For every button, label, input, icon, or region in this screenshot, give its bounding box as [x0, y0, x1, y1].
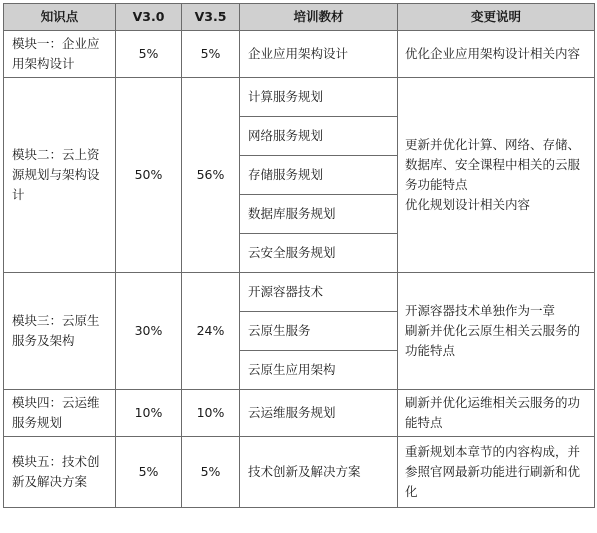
- v30-cell: 10%: [116, 390, 182, 437]
- v30-cell: 5%: [116, 437, 182, 508]
- note-line: 更新并优化计算、网络、存储、数据库、安全课程中相关的云服务功能特点: [405, 137, 581, 192]
- note-line: 开源容器技术单独作为一章: [405, 303, 556, 318]
- material-cell: 开源容器技术: [240, 273, 398, 312]
- material-cell: 数据库服务规划: [240, 195, 398, 234]
- note-cell: [398, 390, 595, 437]
- note-cell: [398, 273, 595, 390]
- material-cell: 网络服务规划: [240, 117, 398, 156]
- module-cell: 模块一：企业应用架构设计: [4, 31, 116, 78]
- material-cell: 存储服务规划: [240, 156, 398, 195]
- material-cell: 计算服务规划: [240, 78, 398, 117]
- module-cell: 模块五：技术创新及解决方案: [4, 437, 116, 508]
- version-change-table: [3, 3, 595, 508]
- v35-cell: 5%: [182, 437, 240, 508]
- table-row: [4, 31, 595, 78]
- header-v35: V3.5: [182, 4, 240, 31]
- header-knowledge-point: 知识点: [4, 4, 116, 31]
- header-v30: V3.0: [116, 4, 182, 31]
- v35-cell: 10%: [182, 390, 240, 437]
- material-cell: 企业应用架构设计: [240, 31, 398, 78]
- note-line: 优化规划设计相关内容: [405, 197, 531, 212]
- note-line: 优化企业应用架构设计相关内容: [405, 46, 581, 61]
- module-cell: 模块三：云原生服务及架构: [4, 273, 116, 390]
- note-cell: [398, 31, 595, 78]
- material-cell: 云原生服务: [240, 312, 398, 351]
- note-line: 重新规划本章节的内容构成，并参照官网最新功能进行刷新和优化: [405, 444, 581, 499]
- v35-cell: 24%: [182, 273, 240, 390]
- note-line: 刷新并优化运维相关云服务的功能特点: [405, 395, 581, 430]
- material-cell: 云运维服务规划: [240, 390, 398, 437]
- table-row: [4, 273, 595, 312]
- table-header-row: [4, 4, 595, 31]
- v35-cell: 56%: [182, 78, 240, 273]
- table-row: [4, 437, 595, 508]
- material-cell: 云原生应用架构: [240, 351, 398, 390]
- v30-cell: 5%: [116, 31, 182, 78]
- table-row: [4, 78, 595, 117]
- material-cell: 技术创新及解决方案: [240, 437, 398, 508]
- note-cell: [398, 78, 595, 273]
- note-line: 刷新并优化云原生相关云服务的功能特点: [405, 323, 581, 358]
- header-change-description: 变更说明: [398, 4, 595, 31]
- table-row: [4, 390, 595, 437]
- module-cell: 模块二：云上资源规划与架构设计: [4, 78, 116, 273]
- change-table-frame: [3, 3, 594, 530]
- material-cell: 云安全服务规划: [240, 234, 398, 273]
- v30-cell: 50%: [116, 78, 182, 273]
- header-training-material: 培训教材: [240, 4, 398, 31]
- note-cell: [398, 437, 595, 508]
- v30-cell: 30%: [116, 273, 182, 390]
- module-cell: 模块四：云运维服务规划: [4, 390, 116, 437]
- v35-cell: 5%: [182, 31, 240, 78]
